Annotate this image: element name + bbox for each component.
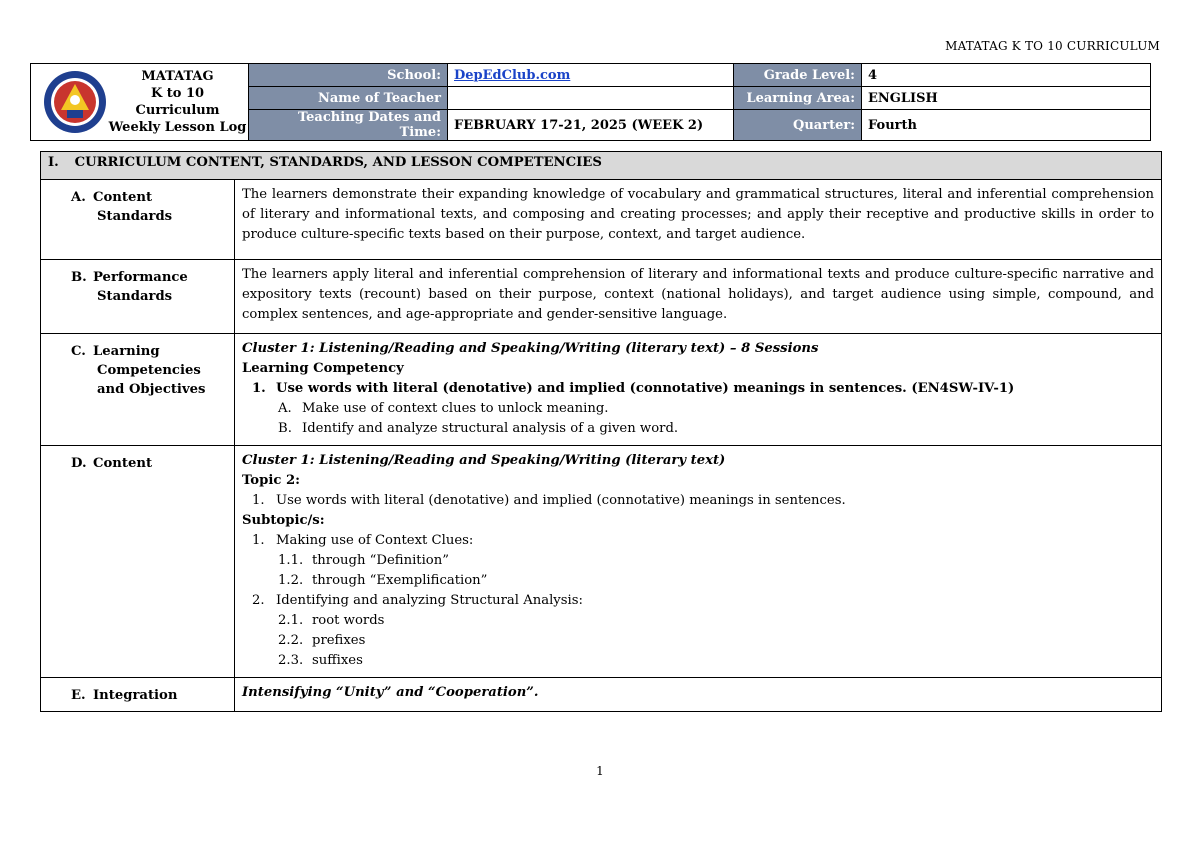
row-label-3: and Objectives (97, 382, 206, 397)
row-label: Content (93, 456, 153, 471)
row-label-2: Standards (97, 209, 173, 224)
list-number: A. (278, 401, 292, 416)
school-label: School: (249, 64, 448, 87)
list-item (242, 631, 1154, 651)
list-item (242, 399, 1154, 419)
section-heading-row (41, 152, 1162, 180)
content-standards-text: The learners demonstrate their expanding knowledge of vocabulary and grammatical structures, literal and inferential comprehension of literary and informational texts, and composing and creating processes; and apply their receptive and productive skills in order to produce culture-specific texts based on their purpose, context, and target audience. (235, 180, 1162, 260)
table-row (41, 334, 1162, 446)
row-label-2: Standards (97, 289, 173, 304)
list-item (242, 591, 1154, 611)
list-text: through “Exemplification” (312, 573, 488, 588)
row-letter: D. (71, 456, 87, 471)
performance-standards-label (41, 260, 235, 334)
row-label: Integration (93, 688, 178, 703)
list-item (242, 651, 1154, 671)
list-item (242, 551, 1154, 571)
list-text: Make use of context clues to unlock meaning. (302, 401, 609, 416)
list-item (242, 491, 1154, 511)
teacher-value (448, 87, 734, 110)
cluster-heading: Cluster 1: Listening/Reading and Speaking/Writing (literary text) – 8 Sessions (242, 341, 819, 356)
section-number: I. (48, 155, 59, 170)
list-item (242, 531, 1154, 551)
logo-subtitle-2: Weekly Lesson Log (108, 120, 247, 135)
table-row (41, 446, 1162, 678)
content-body (235, 446, 1162, 678)
school-link[interactable]: DepEdClub.com (454, 67, 571, 83)
grade-level-label: Grade Level: (734, 64, 862, 87)
row-letter: B. (71, 270, 87, 285)
learning-area-label: Learning Area: (734, 87, 862, 110)
integration-text: Intensifying “Unity” and “Cooperation”. (235, 678, 1162, 712)
competency-heading: Learning Competency (242, 361, 404, 376)
list-number: 2.3. (278, 653, 304, 668)
row-letter: C. (71, 344, 86, 359)
row-label-2: Competencies (97, 363, 201, 378)
integration-label (41, 678, 235, 712)
row-label: Learning (93, 344, 160, 359)
school-value (448, 64, 734, 87)
list-number: 2. (252, 593, 265, 608)
table-row (41, 260, 1162, 334)
list-number: B. (278, 421, 292, 436)
table-row (41, 678, 1162, 712)
learning-competencies-body (235, 334, 1162, 446)
list-number: 2.1. (278, 613, 304, 628)
curriculum-table (40, 151, 1162, 712)
list-number: 1.1. (278, 553, 304, 568)
content-label (41, 446, 235, 678)
deped-seal-icon (43, 70, 107, 134)
list-item (242, 611, 1154, 631)
list-text: Identifying and analyzing Structural Analysis: (276, 593, 583, 608)
list-text: suffixes (312, 653, 363, 668)
subtopic-heading: Subtopic/s: (242, 513, 325, 528)
list-text: prefixes (312, 633, 366, 648)
table-row (41, 180, 1162, 260)
running-header: MATATAG K TO 10 CURRICULUM (945, 39, 1160, 53)
list-text: Identify and analyze structural analysis of a given word. (302, 421, 679, 436)
teacher-label: Name of Teacher (249, 87, 448, 110)
list-text: Making use of Context Clues: (276, 533, 474, 548)
section-title: CURRICULUM CONTENT, STANDARDS, AND LESSON COMPETENCIES (74, 155, 602, 170)
quarter-value: Fourth (862, 110, 1151, 141)
row-letter: A. (71, 190, 86, 205)
content-standards-label (41, 180, 235, 260)
list-text: through “Definition” (312, 553, 449, 568)
list-text: Use words with literal (denotative) and implied (connotative) meanings in sentences. (EN4SW-IV-1) (276, 381, 1015, 396)
teaching-dates-value: FEBRUARY 17-21, 2025 (WEEK 2) (448, 110, 734, 141)
list-item (242, 379, 1154, 399)
row-label: Content (93, 190, 153, 205)
list-text: root words (312, 613, 385, 628)
learning-competencies-label (41, 334, 235, 446)
list-number: 1. (252, 493, 265, 508)
logo-cell (31, 64, 249, 141)
learning-area-value: ENGLISH (862, 87, 1151, 110)
list-item (242, 571, 1154, 591)
cluster-heading: Cluster 1: Listening/Reading and Speaking/Writing (literary text) (242, 453, 726, 468)
topic-heading: Topic 2: (242, 473, 300, 488)
list-item (242, 419, 1154, 439)
list-number: 1. (252, 533, 265, 548)
performance-standards-text: The learners apply literal and inferential comprehension of literary and informational texts and produce culture-specific narrative and expository texts (recount) based on their purpose, context (national holidays), and target audience using simple, compound, and complex sentences, and age-appropriate and gender-sensitive language. (235, 260, 1162, 334)
row-letter: E. (71, 688, 86, 703)
teaching-dates-label: Teaching Dates and Time: (249, 110, 448, 141)
logo-title: MATATAG (141, 69, 214, 84)
page-number: 1 (596, 764, 604, 778)
list-number: 1.2. (278, 573, 304, 588)
list-text: Use words with literal (denotative) and implied (connotative) meanings in sentences. (276, 493, 846, 508)
grade-level-value: 4 (862, 64, 1151, 87)
list-number: 1. (252, 381, 266, 396)
logo-subtitle: K to 10 Curriculum (135, 86, 220, 118)
list-number: 2.2. (278, 633, 304, 648)
lesson-log-header (30, 63, 1151, 141)
row-label: Performance (93, 270, 188, 285)
quarter-label: Quarter: (734, 110, 862, 141)
